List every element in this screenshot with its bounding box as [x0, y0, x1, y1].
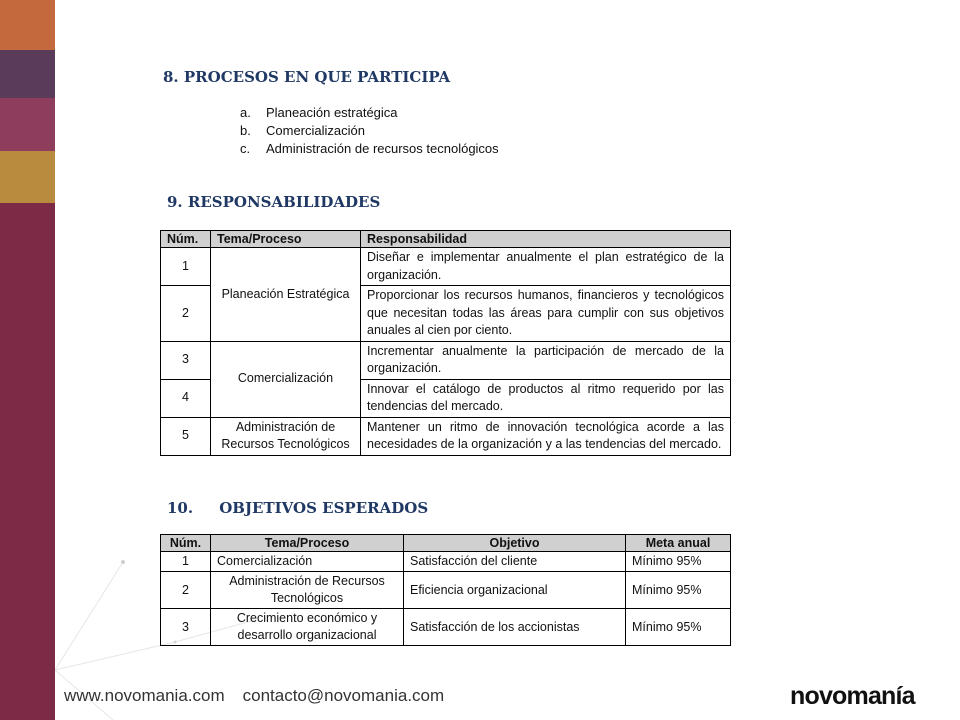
responsibility-cell: Incrementar anualmente la participación de mercado de la organización.	[361, 341, 731, 379]
objectives-table	[160, 534, 731, 646]
goal-cell: Mínimo 95%	[626, 609, 731, 646]
process-cell: Administración de Recursos Tecnológicos	[211, 417, 361, 455]
row-number: 1	[161, 552, 211, 572]
row-number: 2	[161, 572, 211, 609]
column-header: Tema/Proceso	[211, 231, 361, 248]
goal-cell: Mínimo 95%	[626, 552, 731, 572]
column-header: Tema/Proceso	[211, 535, 404, 552]
table-row	[161, 341, 731, 379]
list-item: b. Comercialización	[240, 123, 365, 138]
process-cell: Comercialización	[211, 341, 361, 417]
row-number: 3	[161, 609, 211, 646]
color-swatch-purple	[0, 50, 55, 98]
process-list	[240, 104, 499, 158]
process-cell: Planeación Estratégica	[211, 248, 361, 342]
objective-cell: Satisfacción de los accionistas	[404, 609, 626, 646]
column-header: Responsabilidad	[361, 231, 731, 248]
color-swatch-gold	[0, 151, 55, 203]
column-header: Núm.	[161, 231, 211, 248]
list-item: a. Planeación estratégica	[240, 105, 398, 120]
responsibility-cell: Diseñar e implementar anualmente el plan estratégico de la organización.	[361, 248, 731, 286]
table-row	[161, 609, 731, 646]
table-row	[161, 572, 731, 609]
column-header: Núm.	[161, 535, 211, 552]
objective-cell: Eficiencia organizacional	[404, 572, 626, 609]
column-header: Objetivo	[404, 535, 626, 552]
process-cell: Crecimiento económico y desarrollo organizacional	[211, 609, 404, 646]
novomania-logo: novomanía	[790, 682, 915, 710]
footer-contact	[64, 686, 444, 706]
table-row	[161, 248, 731, 286]
color-swatch-orange	[0, 0, 55, 50]
table-row	[161, 417, 731, 455]
objective-cell: Satisfacción del cliente	[404, 552, 626, 572]
responsibility-cell: Innovar el catálogo de productos al ritmo requerido por las tendencias del mercado.	[361, 379, 731, 417]
row-number: 1	[161, 248, 211, 286]
responsibilities-table	[160, 230, 731, 456]
responsibility-cell: Mantener un ritmo de innovación tecnológica acorde a las necesidades de la organización y a las tendencias del mercado.	[361, 417, 731, 455]
section-8-heading: 8. PROCESOS EN QUE PARTICIPA	[163, 68, 451, 86]
section-10-heading: 10. OBJETIVOS ESPERADOS	[167, 499, 429, 517]
row-number: 3	[161, 341, 211, 379]
process-cell: Administración de Recursos Tecnológicos	[211, 572, 404, 609]
color-swatch-rose	[0, 98, 55, 151]
row-number: 2	[161, 286, 211, 342]
table-header-row	[161, 535, 731, 552]
email-link[interactable]: contacto@novomania.com	[242, 686, 445, 705]
website-link[interactable]: www.novomania.com	[64, 686, 225, 705]
responsibility-cell: Proporcionar los recursos humanos, financieros y tecnológicos que necesitan todas las áreas para cumplir con sus objetivos anuales al cien por ciento.	[361, 286, 731, 342]
process-cell: Comercialización	[211, 552, 404, 572]
goal-cell: Mínimo 95%	[626, 572, 731, 609]
section-9-heading: 9. RESPONSABILIDADES	[167, 193, 381, 211]
row-number: 4	[161, 379, 211, 417]
column-header: Meta anual	[626, 535, 731, 552]
table-row	[161, 552, 731, 572]
row-number: 5	[161, 417, 211, 455]
list-item: c. Administración de recursos tecnológicos	[240, 141, 499, 156]
table-header-row	[161, 231, 731, 248]
